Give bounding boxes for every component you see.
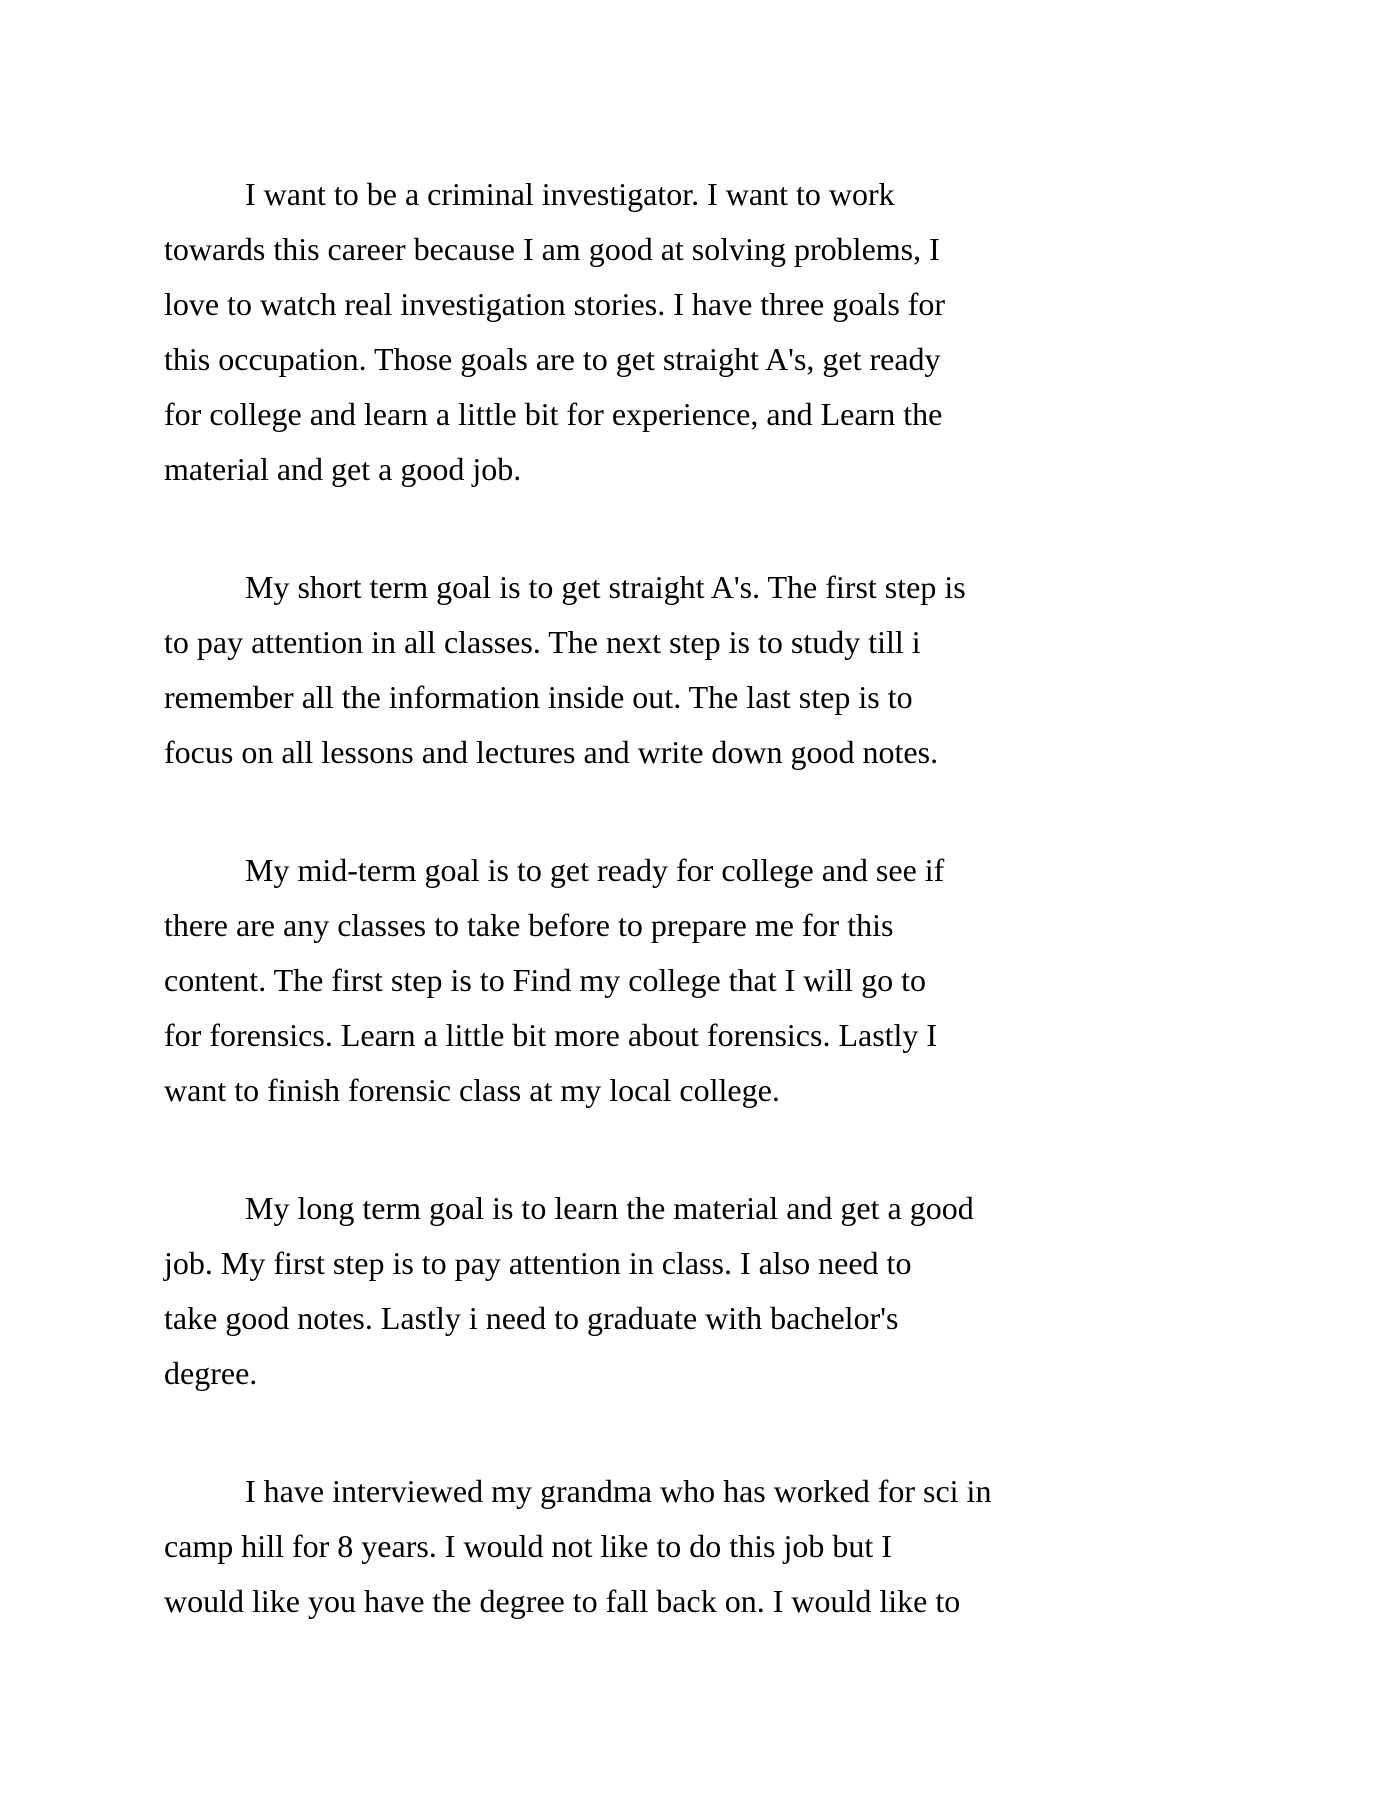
text-line: My short term goal is to get straight A's. The first step is xyxy=(245,569,966,605)
text-line: focus on all lessons and lectures and write down good notes. xyxy=(164,734,939,770)
text-line: there are any classes to take before to prepare me for this xyxy=(164,907,894,943)
paragraph-short-term-goal xyxy=(164,560,1241,780)
text-line: remember all the information inside out. The last step is to xyxy=(164,679,913,715)
text-line: for forensics. Learn a little bit more about forensics. Lastly I xyxy=(164,1017,938,1053)
paragraph-long-term-goal xyxy=(164,1181,1241,1401)
text-line: material and get a good job. xyxy=(164,451,522,487)
text-line: to pay attention in all classes. The next step is to study till i xyxy=(164,624,921,660)
text-line: camp hill for 8 years. I would not like to do this job but I xyxy=(164,1528,892,1564)
text-line: would like you have the degree to fall back on. I would like to xyxy=(164,1583,961,1619)
text-line: want to finish forensic class at my local college. xyxy=(164,1072,780,1108)
paragraph-mid-term-goal xyxy=(164,843,1241,1118)
text-line: My mid-term goal is to get ready for college and see if xyxy=(245,852,945,888)
text-line: degree. xyxy=(164,1355,258,1391)
text-line: content. The first step is to Find my college that I will go to xyxy=(164,962,926,998)
text-line: towards this career because I am good at solving problems, I xyxy=(164,231,940,267)
text-line: My long term goal is to learn the material and get a good xyxy=(245,1190,974,1226)
text-line: I have interviewed my grandma who has worked for sci in xyxy=(245,1473,992,1509)
text-line: job. My first step is to pay attention in class. I also need to xyxy=(164,1245,912,1281)
text-line: I want to be a criminal investigator. I want to work xyxy=(245,176,895,212)
paragraph-intro xyxy=(164,167,1241,497)
text-line: take good notes. Lastly i need to graduate with bachelor's xyxy=(164,1300,899,1336)
paragraph-interview xyxy=(164,1464,1241,1629)
text-line: for college and learn a little bit for experience, and Learn the xyxy=(164,396,943,432)
text-line: this occupation. Those goals are to get straight A's, get ready xyxy=(164,341,941,377)
text-line: love to watch real investigation stories. I have three goals for xyxy=(164,286,946,322)
